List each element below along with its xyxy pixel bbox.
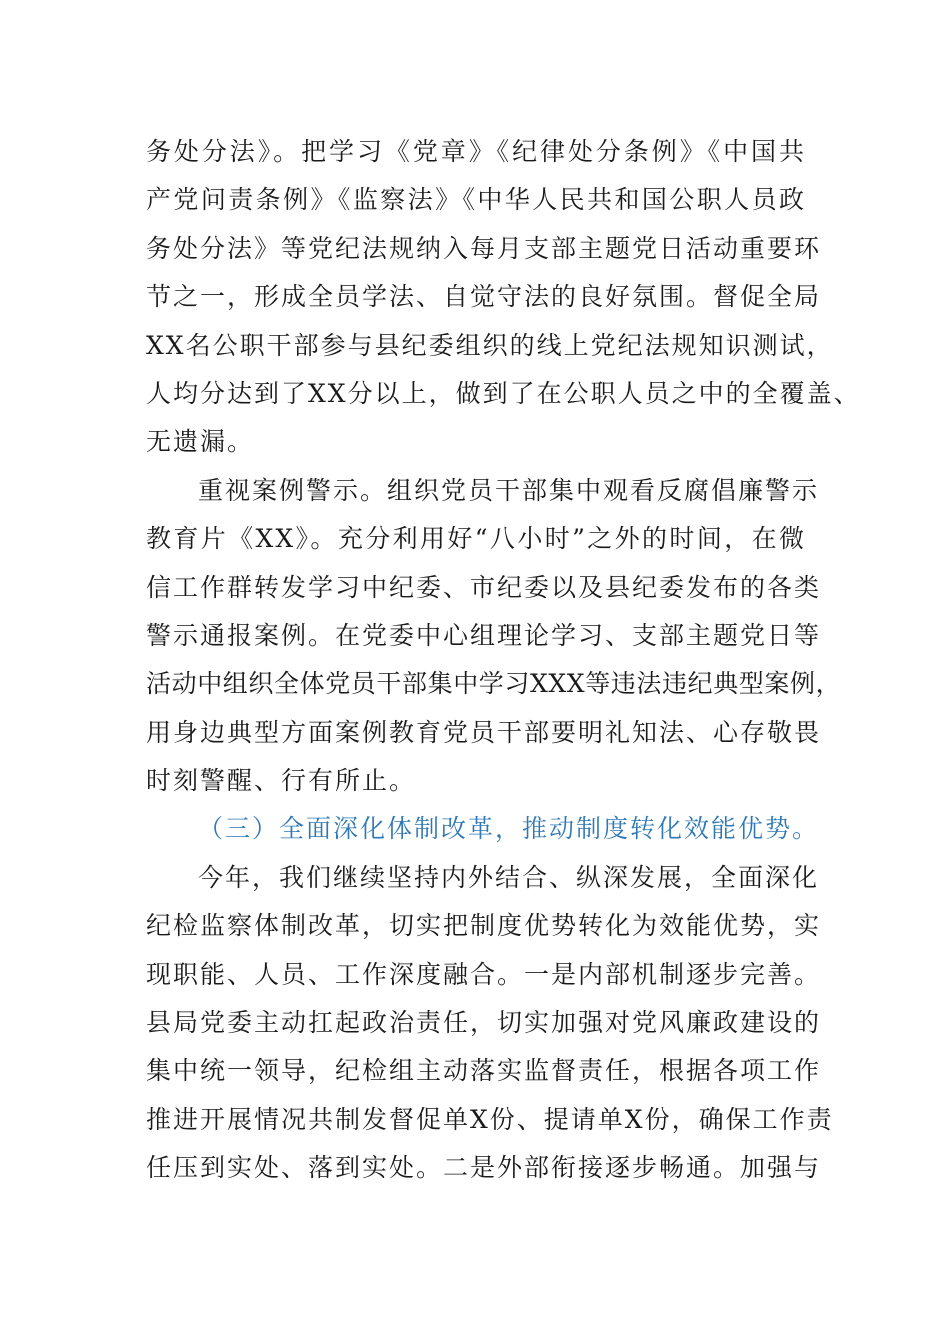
document-body	[146, 128, 861, 1193]
paragraph-first-line: 今年，我们继续坚持内外结合、纵深发展，全面深化	[198, 862, 820, 892]
text-line: 活动中组织全体党员干部集中学习XXX等违法违纪典型案例，	[146, 669, 842, 699]
text-line: 集中统一领导，纪检组主动落实监督责任，根据各项工作	[146, 1056, 822, 1086]
text-line: 产党问责条例》《监察法》《中华人民共和国公职人员政	[146, 185, 806, 215]
text-line: 人均分达到了XX分以上，做到了在公职人员之中的全覆盖、	[146, 378, 861, 408]
text-line: 务处分法》。把学习《党章》《纪律处分条例》《中国共	[146, 137, 806, 166]
text-line: XX名公职干部参与县纪委组织的线上党纪法规知识测试，	[146, 330, 834, 360]
text-line: 信工作群转发学习中纪委、市纪委以及县纪委发布的各类	[146, 572, 822, 602]
text-line: 任压到实处、落到实处。二是外部衔接逐步畅通。加强与	[146, 1153, 822, 1183]
text-line: 务处分法》等党纪法规纳入每月支部主题党日活动重要环	[146, 233, 822, 263]
text-line: 无遗漏。	[146, 427, 255, 457]
text-line: 警示通报案例。在党委中心组理论学习、支部主题党日等	[146, 620, 822, 650]
text-line: 教育片《XX》。充分利用好“八小时”之外的时间，在微	[146, 524, 806, 554]
text-line: 用身边典型方面案例教育党员干部要明礼知法、心存敬畏	[146, 717, 822, 747]
text-line: 县局党委主动扛起政治责任，切实加强对党风廉政建设的	[146, 1008, 822, 1038]
text-line: 节之一，形成全员学法、自觉守法的良好氛围。督促全局	[146, 282, 822, 312]
text-line: 时刻警醒、行有所止。	[146, 766, 417, 796]
text-line: 现职能、人员、工作深度融合。一是内部机制逐步完善。	[146, 959, 822, 989]
text-line: 纪检监察体制改革，切实把制度优势转化为效能优势，实	[146, 911, 822, 941]
section-heading: （三）全面深化体制改革，推动制度转化效能优势。	[198, 814, 820, 844]
text-line: 推进开展情况共制发督促单X份、提请单X份，确保工作责	[146, 1104, 834, 1134]
paragraph-first-line: 重视案例警示。组织党员干部集中观看反腐倡廉警示	[198, 475, 820, 505]
